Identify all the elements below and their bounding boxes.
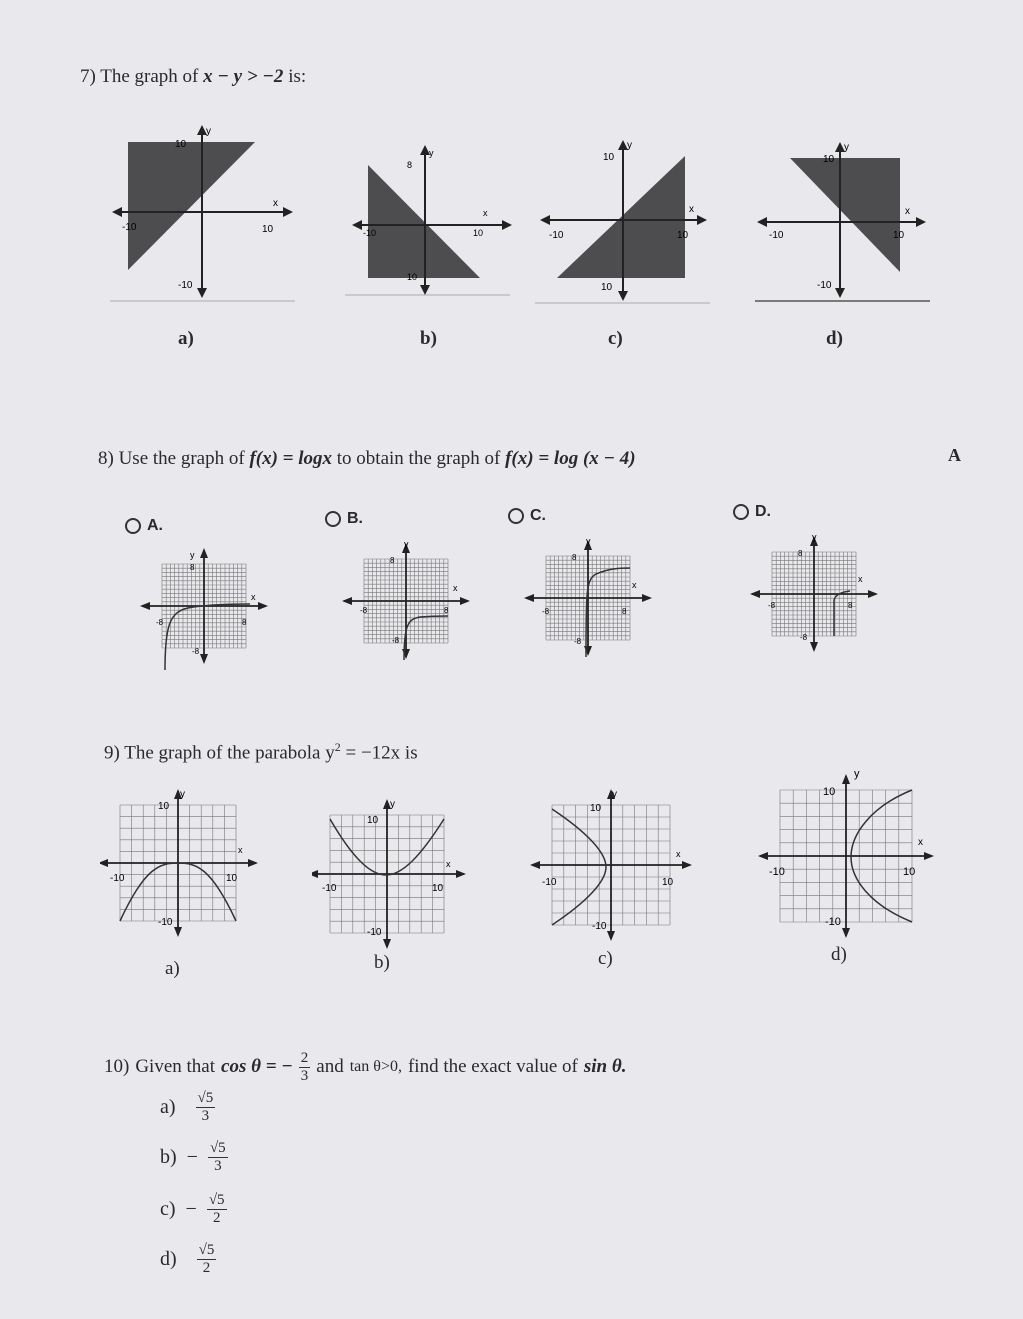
axis-label-x: x: [905, 206, 910, 217]
axis-label-y: y: [429, 148, 434, 158]
arrow-left-icon: [100, 859, 108, 867]
q7-graph-c[interactable]: [535, 138, 710, 308]
arrow-down-icon: [402, 649, 410, 659]
radio-circle[interactable]: [733, 504, 749, 520]
arrow-down-icon: [383, 939, 391, 949]
q9-prompt-text: The graph of the parabola y: [124, 742, 335, 764]
radio-circle[interactable]: [325, 511, 341, 527]
axis-label-x: x: [632, 580, 637, 590]
arrow-left-icon: [530, 861, 540, 869]
tick-label: 10: [662, 877, 674, 888]
axis-label-x: x: [483, 208, 488, 218]
q9-option-a[interactable]: a): [165, 958, 180, 979]
axis-label-x: x: [858, 574, 863, 584]
axis-label-y: y: [404, 539, 409, 549]
q10-prompt-b: find the exact value of: [407, 1056, 578, 1077]
shaded-region: [790, 158, 900, 272]
q8-option-a-label: A.: [147, 517, 163, 534]
arrow-left-icon: [750, 590, 760, 598]
arrow-left-icon: [342, 597, 352, 605]
arrow-up-icon: [200, 548, 208, 558]
q10-prompt-a: Given that: [135, 1056, 216, 1077]
arrow-right-icon: [682, 861, 692, 869]
q7-graph-a[interactable]: [110, 120, 300, 305]
q9-graph-d[interactable]: [755, 765, 935, 945]
tick-label: 8: [390, 556, 395, 565]
tick-label: 10: [367, 815, 379, 826]
q9-exponent: 2: [334, 740, 341, 754]
arrow-left-icon: [758, 852, 768, 860]
answer-fraction: [197, 1242, 217, 1276]
tick-label: 10: [590, 803, 602, 814]
q9-option-d[interactable]: d): [831, 944, 847, 965]
tick-label: -8: [360, 606, 368, 615]
q8-option-c-label: C.: [530, 507, 546, 524]
q9-prompt-rest: = −12x is: [340, 742, 418, 764]
tick-label: -8: [192, 647, 200, 656]
tick-label: 8: [798, 549, 803, 558]
q9-option-b[interactable]: b): [374, 952, 390, 973]
axis-label-y: y: [180, 789, 185, 800]
q8-graph-a[interactable]: [138, 540, 268, 675]
curve: [165, 604, 250, 670]
tick-label: -8: [574, 637, 582, 646]
answer-label: c): [160, 1197, 176, 1220]
tick-label: -10: [110, 873, 125, 884]
arrow-up-icon: [842, 774, 850, 784]
q10-answer-a[interactable]: [160, 1090, 215, 1124]
q10-tan: tan θ>0,: [349, 1058, 402, 1075]
arrow-down-icon: [842, 928, 850, 938]
arrow-right-icon: [460, 597, 470, 605]
axis-label-x: x: [446, 859, 451, 869]
answer-fraction: [208, 1140, 228, 1174]
q10-answer-b[interactable]: [160, 1140, 228, 1174]
q7-expression: x − y > −2: [203, 66, 284, 87]
arrow-right-icon: [868, 590, 878, 598]
q7-option-a[interactable]: a): [178, 328, 194, 349]
q7-option-c[interactable]: c): [608, 328, 623, 349]
axis-label-y: y: [206, 126, 211, 137]
fraction-denominator: 3: [300, 1067, 309, 1084]
parabola: [552, 809, 606, 925]
axis-label-x: x: [676, 849, 681, 859]
q10-answer-d[interactable]: [160, 1242, 216, 1276]
axis-label-x: x: [273, 198, 278, 209]
q8-option-b[interactable]: [325, 510, 363, 528]
tick-label: -10: [769, 230, 784, 241]
q8-graph-d[interactable]: [748, 528, 878, 658]
tick-label: 10: [262, 224, 274, 235]
arrow-left-icon: [312, 870, 318, 878]
tick-label: 8: [444, 606, 449, 615]
tick-label: 10: [903, 866, 916, 878]
arrow-right-icon: [258, 602, 268, 610]
tick-label: 8: [242, 618, 247, 627]
tick-label: -10: [592, 921, 607, 932]
tick-label: 10: [432, 883, 444, 894]
answer-fraction: [196, 1090, 216, 1124]
q8-option-d-label: D.: [755, 503, 771, 520]
q10-answer-c[interactable]: [160, 1192, 227, 1226]
q7-graph-d[interactable]: [755, 140, 930, 305]
fraction-denominator: 2: [212, 1209, 221, 1226]
arrow-down-icon: [607, 931, 615, 941]
axis-label-y: y: [627, 140, 632, 151]
q8-prompt: [98, 448, 636, 470]
tick-label: -10: [367, 927, 382, 938]
tick-label: -10: [122, 222, 137, 233]
tick-label: -10: [363, 228, 377, 238]
tick-label: 8: [622, 607, 627, 616]
tick-label: 10: [473, 228, 484, 238]
q8-option-b-label: B.: [347, 510, 363, 527]
fraction-numerator: √5: [208, 1192, 225, 1208]
q7-option-b[interactable]: b): [420, 328, 437, 349]
tick-label: 8: [407, 160, 413, 170]
tick-label: 8: [190, 563, 195, 572]
tick-label: 10: [677, 230, 689, 241]
axis-label-y: y: [844, 142, 849, 153]
arrow-right-icon: [642, 594, 652, 602]
q10-and: and: [316, 1056, 344, 1077]
arrow-down-icon: [584, 646, 592, 656]
fraction-denominator: 3: [201, 1107, 210, 1124]
tick-label: -10: [549, 230, 564, 241]
arrow-left-icon: [524, 594, 534, 602]
arrow-right-icon: [924, 852, 934, 860]
arrow-left-icon: [140, 602, 150, 610]
fraction-numerator: 2: [300, 1050, 309, 1066]
q10-number: 10): [104, 1056, 130, 1077]
tick-label: 8: [572, 553, 577, 562]
q9-option-c[interactable]: c): [598, 948, 613, 969]
arrow-right-icon: [456, 870, 466, 878]
tick-label: 10: [823, 154, 835, 165]
fraction-numerator: √5: [198, 1242, 215, 1258]
q9-prompt: [104, 740, 418, 764]
answer-sign: −: [186, 1145, 198, 1168]
answer-label: a): [160, 1095, 176, 1118]
q7-prompt: [80, 66, 306, 88]
axis-label-y: y: [190, 550, 195, 560]
axis-label-x: x: [238, 845, 243, 855]
q8-option-d[interactable]: [733, 503, 771, 521]
q8-graph-c[interactable]: [522, 532, 652, 662]
q7-graph-b[interactable]: [345, 140, 515, 300]
q8-expression-a: f(x) = logx: [249, 448, 333, 469]
tick-label: -8: [156, 618, 164, 627]
corner-mark: A: [948, 445, 961, 465]
fraction-denominator: 2: [202, 1259, 211, 1276]
q10-sin: sin θ.: [583, 1056, 627, 1077]
radio-circle[interactable]: [125, 518, 141, 534]
arrow-down-icon: [174, 927, 182, 937]
axis-label-x: x: [453, 583, 458, 593]
q9-graph-c[interactable]: [530, 785, 695, 945]
tick-label: -8: [800, 633, 808, 642]
axis-label-y: y: [390, 799, 395, 810]
tick-label: 10: [603, 152, 615, 163]
tick-label: -10: [158, 917, 173, 928]
tick-label: -8: [768, 601, 776, 610]
tick-label: 10: [226, 873, 238, 884]
fraction-numerator: √5: [197, 1090, 214, 1106]
tick-label: 10: [407, 272, 418, 282]
axis-label-x: x: [689, 204, 694, 215]
q8-graph-b[interactable]: [340, 535, 470, 665]
q8-prompt-a: Use the graph of: [118, 448, 245, 469]
q9-number: 9): [104, 742, 120, 764]
tick-label: -8: [392, 636, 400, 645]
tick-label: 10: [601, 282, 613, 293]
q10-cos: cos θ = −: [221, 1056, 293, 1077]
q10-prompt: [104, 1050, 626, 1084]
q8-option-c[interactable]: [508, 507, 546, 525]
curve: [404, 616, 448, 660]
radio-circle[interactable]: [508, 508, 524, 524]
arrow-right-icon: [248, 859, 258, 867]
arrow-down-icon: [200, 654, 208, 664]
q8-number: 8): [98, 448, 114, 469]
q8-option-a[interactable]: [125, 517, 163, 535]
tick-label: 10: [823, 786, 836, 798]
q9-graph-b[interactable]: [312, 797, 467, 952]
axis-label-x: x: [918, 837, 923, 848]
tick-label: -10: [542, 877, 557, 888]
tick-label: -8: [542, 607, 550, 616]
fraction-denominator: 3: [214, 1157, 222, 1174]
tick-label: -10: [769, 866, 785, 878]
tick-label: 10: [158, 801, 170, 812]
axis-label-y: y: [612, 789, 617, 800]
answer-fraction: [207, 1192, 227, 1226]
q8-expression-b: f(x) = log (x − 4): [505, 448, 636, 469]
tick-label: -10: [817, 280, 832, 291]
tick-label: -10: [178, 280, 193, 291]
q9-graph-a[interactable]: [100, 785, 265, 945]
answer-label: d): [160, 1247, 177, 1270]
tick-label: 8: [848, 601, 853, 610]
q7-number: 7): [80, 66, 96, 87]
q7-prompt-text: The graph of: [100, 66, 199, 87]
tick-label: 10: [893, 230, 905, 241]
shaded-region: [128, 142, 255, 270]
fraction-numerator: √5: [209, 1140, 226, 1156]
q10-cos-fraction: [299, 1050, 311, 1084]
axis-label-y: y: [586, 536, 591, 546]
tick-label: -10: [825, 916, 841, 928]
axis-label-y: y: [854, 768, 860, 780]
q8-prompt-b: to obtain the graph of: [336, 448, 501, 469]
answer-sign: −: [185, 1197, 197, 1220]
shaded-region: [557, 156, 685, 278]
axis-label-y: y: [812, 532, 817, 542]
axis-label-x: x: [251, 592, 256, 602]
answer-label: b): [160, 1145, 177, 1168]
tick-label: -10: [322, 883, 337, 894]
tick-label: 10: [175, 139, 187, 150]
q7-suffix: is:: [288, 66, 307, 87]
q7-option-d[interactable]: d): [826, 328, 843, 349]
arrow-down-icon: [810, 642, 818, 652]
